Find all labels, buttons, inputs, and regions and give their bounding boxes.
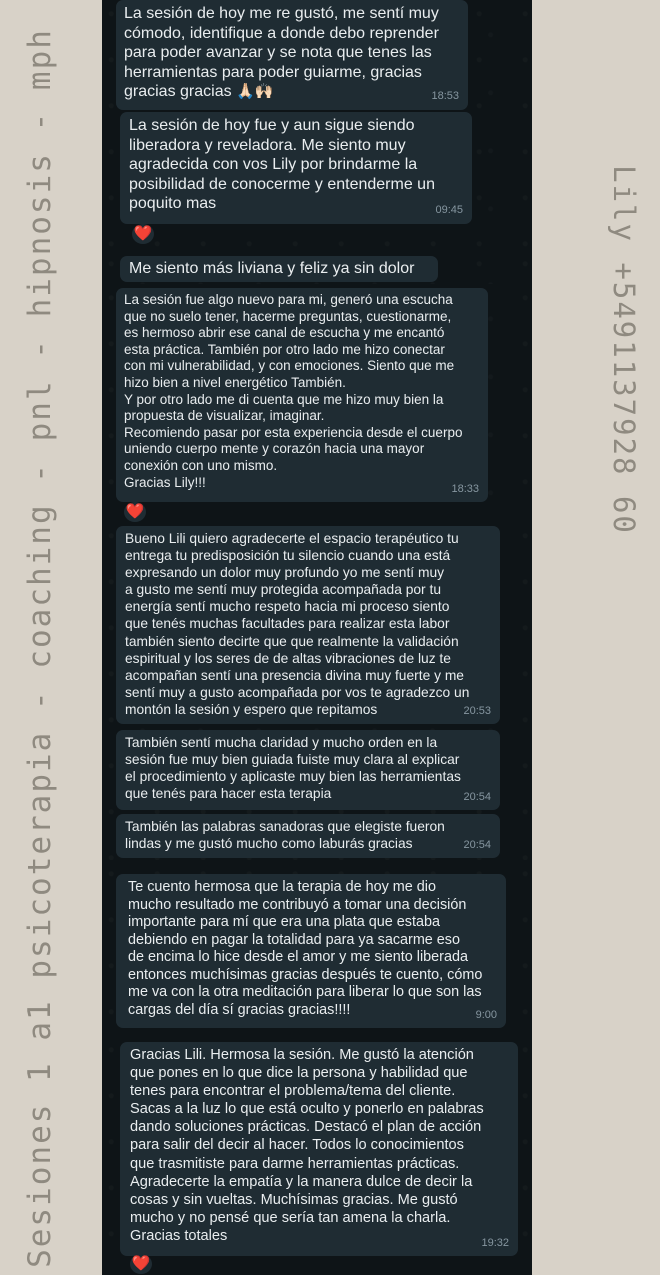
message-time: 19:32 — [481, 1236, 509, 1249]
chat-screenshot-3 — [102, 284, 532, 522]
message-bubble[interactable] — [116, 0, 468, 110]
side-caption-left: Sesiones 1 a1 psicoterapia - coaching - pnl - hipnosis - mph — [22, 28, 58, 1268]
heart-reaction-icon[interactable]: ❤️ — [133, 225, 153, 242]
message-bubble[interactable] — [116, 288, 488, 502]
chat-screenshot-5 — [102, 860, 532, 1036]
message-text: También las palabras sanadoras que elegiste fueron lindas y me gustó mucho como laburás gracias — [125, 819, 445, 852]
message-bubble[interactable] — [120, 112, 472, 224]
message-text: También sentí mucha claridad y mucho orden en la sesión fue muy bien guiada fuiste muy clara al explicar el procedimiento y aplicaste muy bien las herramientas que tenés para hacer esta terapia — [125, 735, 461, 802]
message-time: 18:33 — [451, 483, 479, 496]
message-text: La sesión de hoy fue y aun sigue siendo liberadora y reveladora. Me siento muy agradecida con vos Lily por brindarme la posibilidad de conocerme y entenderme un poquito mas — [129, 117, 435, 212]
praying-hands-emoji-icon: 🙏🏻🙌🏻 — [236, 83, 274, 100]
chat-screenshot-6 — [102, 1036, 532, 1275]
message-time: 20:53 — [463, 704, 491, 717]
heart-reaction-icon[interactable]: ❤️ — [125, 503, 145, 520]
chat-screenshot-1 — [102, 0, 532, 250]
message-bubble[interactable] — [116, 874, 506, 1028]
message-text: Bueno Lili quiero agradecerte el espacio terapéutico tu entrega tu predisposición tu silencio cuando una está expresando un dolor muy profundo yo me sentí muy a gusto me sentí muy protegida acompañada por tu energía sentí mucho respeto hacia mi proceso siento que tenés muchas facultades para realizar esta labor también siento decirte que que realmente la validación espiritual y los seres de de altas vibraciones de luz te acompañan sentí una presencia divina muy fuerte y me sentí muy a gusto acompañada por vos te agradezco un montón la sesión y espero que repitamos — [125, 531, 470, 717]
chat-screenshot-4 — [102, 522, 532, 860]
message-text: Me siento más liviana y feliz ya sin dolor — [129, 260, 415, 277]
chat-screenshot-2 — [102, 250, 532, 284]
side-caption-right: Lily +5491137928 60 — [607, 165, 641, 535]
message-time: 20:54 — [463, 790, 491, 803]
message-time: 20:54 — [463, 838, 491, 851]
heart-reaction-icon[interactable]: ❤️ — [131, 1255, 151, 1272]
message-bubble[interactable] — [120, 256, 438, 282]
message-time: 09:45 — [435, 203, 463, 216]
message-time: 18:53 — [431, 89, 459, 102]
message-time: 9:00 — [475, 1008, 497, 1021]
message-bubble[interactable] — [120, 1042, 518, 1256]
message-text: La sesión de hoy me re gustó, me sentí muy cómodo, identifique a donde debo reprender para poder avanzar y se nota que tenes las herramientas para poder guiarme, gracias gracias gracias — [124, 5, 439, 100]
message-text: Gracias Lili. Hermosa la sesión. Me gustó la atención que pones en lo que dice la persona y habilidad que tenes para encontrar el problema/tema del cliente. Sacas a la luz lo que está oculto y ponerlo en palabras dando soluciones prácticas. Destacó el plan de acción para salir del decir al hacer. Todos lo conocimientos que trasmitiste para darme herramientas prácticas. Agradecerte la empatía y la manera dulce de decir la cosas y sin vueltas. Muchísimas gracias. Me gustó mucho y no pensé que sería tan amena la charla. Gracias totales — [130, 1047, 484, 1244]
message-text: La sesión fue algo nuevo para mi, generó una escucha que no suelo tener, hacerme preguntas, cuestionarme, es hermoso abrir ese canal de escucha y me encantó esta práctica. También por otro lado me hizo conectar con mi vulnerabilidad, y con emociones. Siento que me hizo bien a nivel energético También. Y por otro lado me di cuenta que me hizo muy bien la propuesta de visualizar, imaginar. Recomiendo pasar por esta experiencia desde el cuerpo uniendo cuerpo mente y corazón hacia una mayor conexión con uno mismo. Gracias Lily!!! — [124, 292, 463, 490]
message-bubble[interactable] — [116, 526, 500, 724]
message-bubble[interactable] — [116, 814, 500, 858]
message-bubble[interactable] — [116, 730, 500, 810]
message-text: Te cuento hermosa que la terapia de hoy me dio mucho resultado me contribuyó a tomar una decisión importante para mí que era una plata que estaba debiendo en pagar la totalidad para ya sacarme eso de encima lo hice desde el amor y me siento liberada entonces muchísimas gracias después te cuento, cómo me va con la otra meditación para liberar lo que son las cargas del día sí gracias gracias!!!! — [128, 879, 483, 1018]
